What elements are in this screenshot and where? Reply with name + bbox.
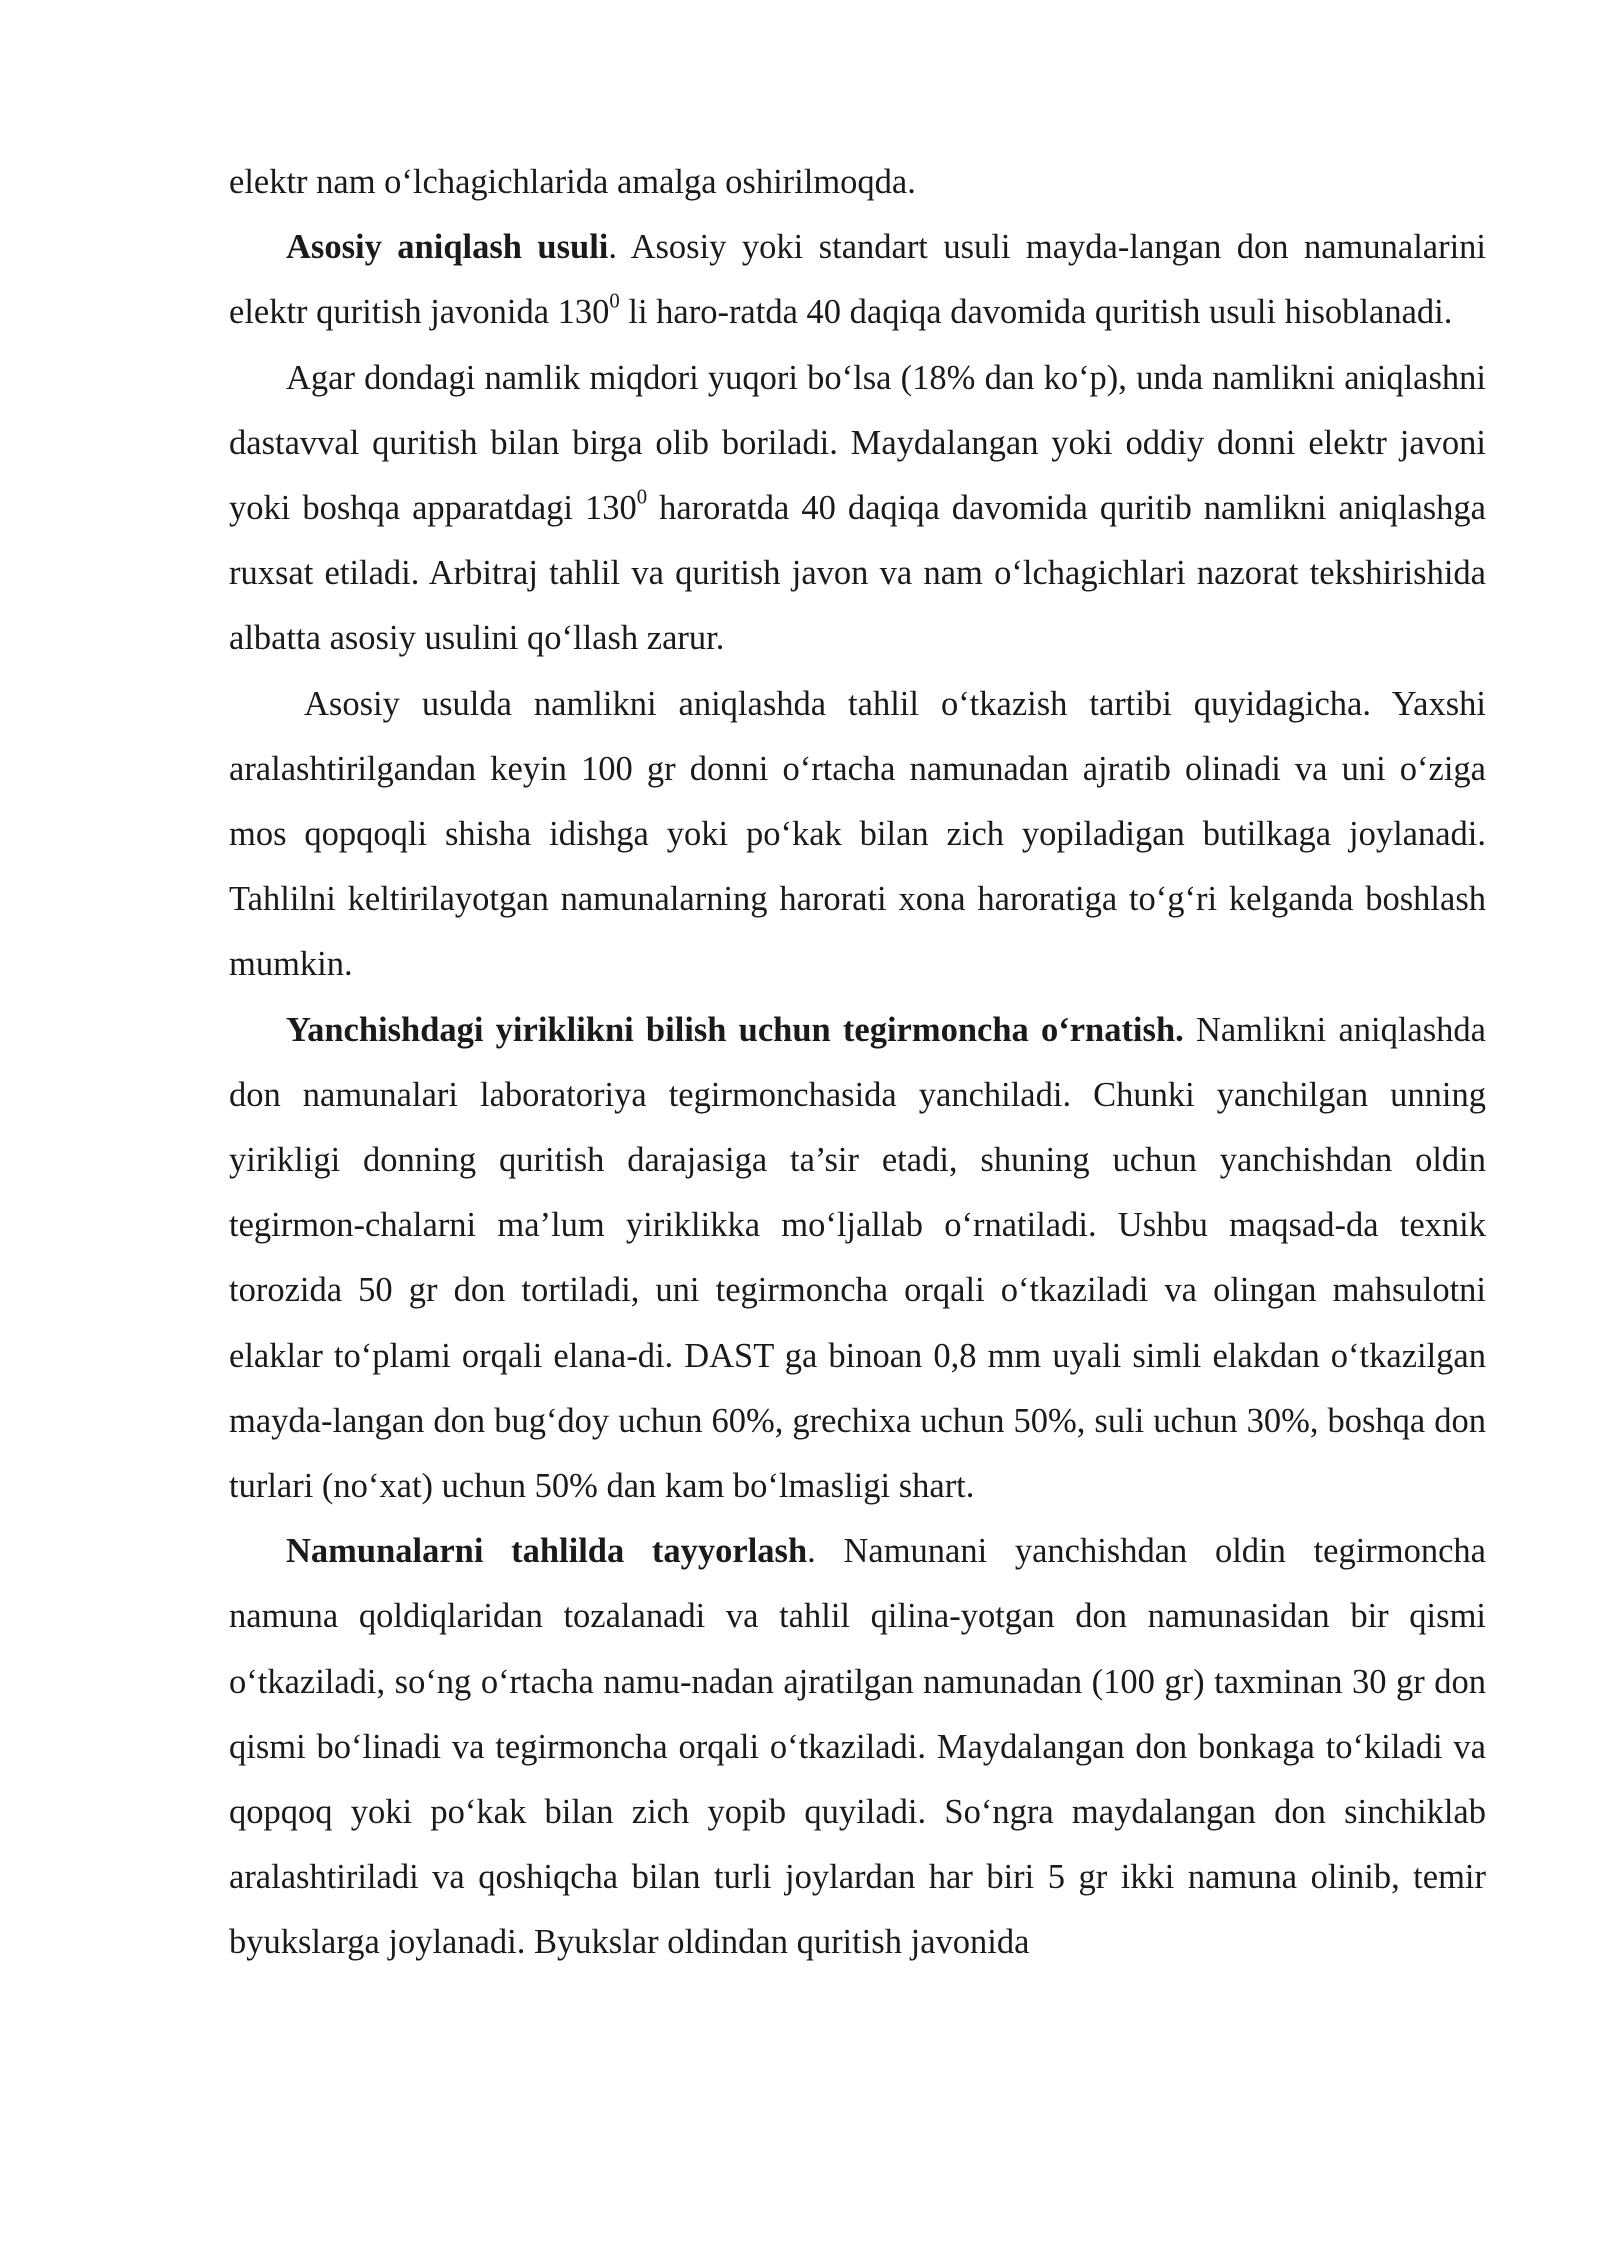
paragraph-text: Agar dondagi namlik miqdori yuqori bo‘lsa (18% dan ko‘p), unda namlikni aniqlashni dastavval quritish bilan birga olib boriladi. Maydalangan yoki oddiy donni elektr javoni yoki boshqa apparatdagi 130	[229, 358, 1486, 528]
paragraph-text: Asosiy yoki standart usuli mayda-langan don namunalarini elektr quritish javonida 130	[229, 228, 1486, 332]
paragraph-high-moisture	[229, 346, 1486, 672]
section-heading-sample-prep: Namunalarni tahlilda tayyorlash	[286, 1532, 808, 1571]
paragraph-continuation: elektr nam o‘lchagichlarida amalga oshirilmoqda.	[229, 163, 916, 201]
heading-punctuation: .	[608, 228, 618, 267]
paragraph-text: Namlikni aniqlashda don namunalari laboratoriya tegirmonchasida yanchiladi. Chunki yanchilgan unning yirikligi donning quritish darajasiga ta’sir etadi, shuning uchun yanchishdan oldin tegirmon-chalarni ma’lum yiriklikka mo‘ljallab o‘rnatiladi. Ushbu maqsad-da texnik torozida 50 gr don tortiladi, uni tegirmoncha orqali o‘tkaziladi va olingan mahsulotni elaklar to‘plami orqali elana-di. DAST ga binoan 0,8 mm uyali simli elakdan o‘tkazilgan mayda-langan don bug‘doy uchun 60%, grechixa uchun 50%, suli uchun 30%, boshqa don turlari (no‘xat) uchun 50% dan kam bo‘lmasligi shart.	[229, 1010, 1486, 1506]
section-heading-mill-setup: Yanchishdagi yiriklikni bilish uchun tegirmoncha o‘rnatish.	[286, 1010, 1184, 1049]
degree-superscript: 0	[609, 290, 620, 313]
paragraph-mill-setup	[229, 998, 1486, 1520]
paragraph-text: li haro-ratda 40 daqiqa davomida quritish usuli hisoblanadi.	[619, 293, 1453, 332]
paragraph-procedure: Asosiy usulda namlikni aniqlashda tahlil o‘tkazish tartibi quyidagicha. Yaxshi aralashtirilgandan keyin 100 gr donni o‘rtacha namunadan ajratib olinadi va uni o‘ziga mos qopqoqli shisha idishga yoki po‘kak bilan zich yopiladigan butilkaga joylanadi. Tahlilni keltirilayotgan namunalarning harorati xona haroratiga to‘g‘ri kelganda boshlash mumkin.	[229, 684, 1486, 984]
paragraph-text: . Namunani yanchishdan oldin tegirmoncha namuna qoldiqlaridan tozalanadi va tahlil qilina-yotgan don namunasidan bir qismi o‘tkaziladi, so‘ng o‘rtacha namu-nadan ajratilgan namunadan (100 gr) taxminan 30 gr don qismi bo‘linadi va tegirmoncha orqali o‘tkaziladi. Maydalangan don bonkaga to‘kiladi va qopqoq yoki po‘kak bilan zich yopib quyiladi. So‘ngra maydalangan don sinchiklab aralashtiriladi va qoshiqcha bilan turli joylardan har biri 5 gr ikki namuna olinib, temir byukslarga joylanadi. Byukslar oldindan quritish javonida	[229, 1532, 1486, 1962]
document-page	[229, 150, 1486, 1976]
paragraph-sample-prep	[229, 1519, 1486, 1975]
degree-superscript: 0	[636, 486, 648, 509]
paragraph-text: haroratda 40 daqiqa davomida quritib namlikni aniqlashga ruxsat etiladi. Arbitraj tahlil va quritish javon va nam o‘lchagichlari nazorat tekshirishida albatta asosiy usulini qo‘llash zarur.	[229, 489, 1486, 658]
paragraph-main-method	[229, 215, 1486, 345]
section-heading-main-method: Asosiy aniqlash usuli	[286, 228, 609, 267]
